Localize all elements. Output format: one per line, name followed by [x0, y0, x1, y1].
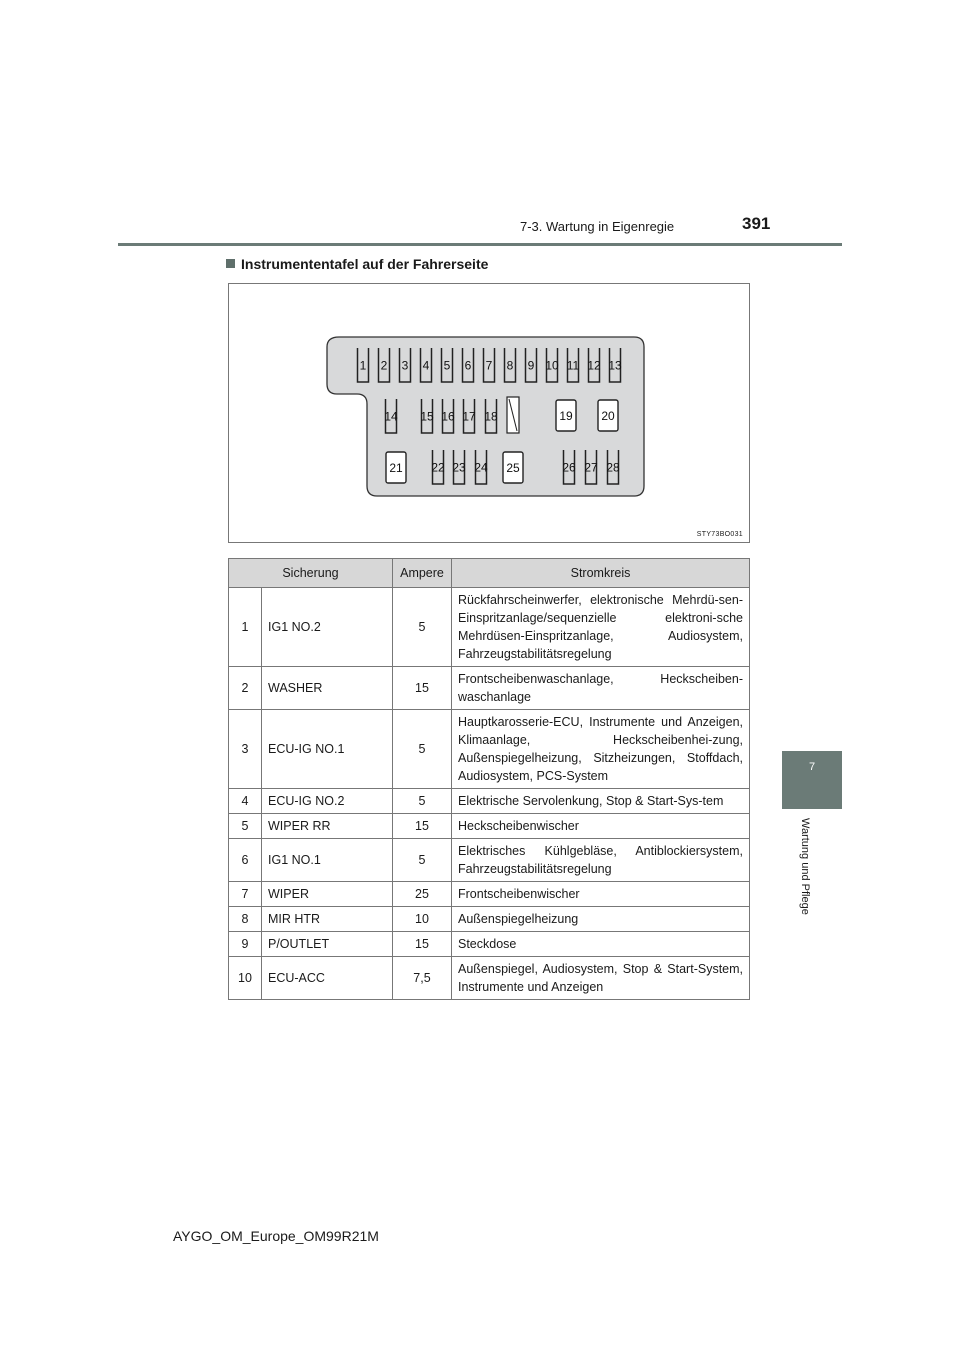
table-row: [229, 814, 750, 839]
fuse-slot-number: 4: [422, 358, 430, 373]
header-fuse: Sicherung: [229, 559, 393, 588]
fuse-name: ECU-ACC: [262, 957, 393, 1000]
fuse-circuit: Außenspiegelheizung: [452, 907, 750, 932]
fuse-number: 10: [229, 957, 262, 1000]
fuse-name: ECU-IG NO.2: [262, 789, 393, 814]
square-bullet-icon: [226, 259, 235, 268]
fuse-circuit: Steckdose: [452, 932, 750, 957]
fuse-slot-number: 23: [452, 460, 466, 475]
header-ampere: Ampere: [393, 559, 452, 588]
fuse-ampere: 5: [393, 588, 452, 667]
fuse-slot-number: 24: [474, 460, 488, 475]
table-header-row: [229, 559, 750, 588]
section-heading: [226, 256, 488, 272]
fuse-number: 1: [229, 588, 262, 667]
fuse-slot-number: 2: [380, 358, 388, 373]
table-row: [229, 882, 750, 907]
fuse-slot-number: 17: [462, 409, 476, 424]
fuse-slot-number: 8: [506, 358, 514, 373]
table-row: [229, 588, 750, 667]
fuse-slot-number: 15: [420, 409, 434, 424]
fuse-slot-number: 14: [384, 409, 398, 424]
fuse-slot-number: 16: [441, 409, 455, 424]
page-number: 391: [742, 214, 771, 233]
fuse-circuit: Frontscheibenwaschanlage, Heckscheiben-waschanlage: [452, 667, 750, 710]
fuse-slot-number: 9: [527, 358, 535, 373]
diagram-code: STY73BO031: [696, 531, 743, 538]
document-footer: AYGO_OM_Europe_OM99R21M: [173, 1228, 379, 1244]
fuse-ampere: 7,5: [393, 957, 452, 1000]
fuse-number: 8: [229, 907, 262, 932]
heading-text: Instrumententafel auf der Fahrerseite: [241, 256, 489, 272]
fuse-ampere: 25: [393, 882, 452, 907]
fuse-name: WASHER: [262, 667, 393, 710]
fuse-slot-number: 12: [587, 358, 601, 373]
fuse-slot-number: 22: [431, 460, 445, 475]
fuse-circuit: Rückfahrscheinwerfer, elektronische Mehrdü-sen-Einspritzanlage/sequenzielle elektroni-sche Mehrdüsen-Einspritzanlage, Audiosystem, Fahrzeugstabilitätsregelung: [452, 588, 750, 667]
fuse-ampere: 15: [393, 932, 452, 957]
chapter-label: Wartung und Pflege: [799, 818, 811, 915]
fuse-slot-number: 13: [608, 358, 622, 373]
fuse-slot-number: 7: [485, 358, 493, 373]
fuse-slot-number: 5: [443, 358, 451, 373]
fuse-ampere: 5: [393, 789, 452, 814]
fuse-slot-number: 26: [562, 460, 576, 475]
fuse-name: P/OUTLET: [262, 932, 393, 957]
fuse-table: [228, 558, 750, 1000]
section-title: 7-3. Wartung in Eigenregie: [520, 219, 675, 234]
fuse-circuit: Elektrisches Kühlgebläse, Antiblockiersystem, Fahrzeugstabilitätsregelung: [452, 839, 750, 882]
fuse-slot-number: 20: [601, 409, 615, 423]
table-row: [229, 957, 750, 1000]
fuse-ampere: 10: [393, 907, 452, 932]
fuse-slot-number: 21: [389, 461, 403, 475]
fuse-name: MIR HTR: [262, 907, 393, 932]
fuse-name: WIPER RR: [262, 814, 393, 839]
fuse-name: IG1 NO.1: [262, 839, 393, 882]
table-row: [229, 932, 750, 957]
fuse-number: 2: [229, 667, 262, 710]
fuse-ampere: 5: [393, 710, 452, 789]
fuse-slot-number: 1: [359, 358, 367, 373]
chapter-number: 7: [808, 761, 816, 773]
table-row: [229, 667, 750, 710]
large-fuse-slot: [598, 400, 618, 431]
fuse-slot-number: 11: [566, 358, 580, 373]
fuse-circuit: Frontscheibenwischer: [452, 882, 750, 907]
fuse-circuit: Heckscheibenwischer: [452, 814, 750, 839]
fuse-slot-number: 3: [401, 358, 409, 373]
fuse-number: 3: [229, 710, 262, 789]
fuse-slot-number: 19: [559, 409, 573, 423]
fuse-ampere: 15: [393, 667, 452, 710]
fuse-ampere: 15: [393, 814, 452, 839]
fuse-circuit: Hauptkarosserie-ECU, Instrumente und Anzeigen, Klimaanlage, Heckscheibenhei-zung, Außenspiegelheizung, Sitzheizungen, Stoffdach, Audiosystem, PCS-System: [452, 710, 750, 789]
fuse-box-diagram: [228, 283, 750, 543]
large-fuse-slot: [386, 452, 406, 483]
fuse-slot-number: 18: [484, 409, 498, 424]
fuse-name: IG1 NO.2: [262, 588, 393, 667]
fuse-slot-number: 27: [584, 460, 598, 475]
table-row: [229, 839, 750, 882]
fuse-name: ECU-IG NO.1: [262, 710, 393, 789]
fuse-slot-number: 28: [606, 460, 620, 475]
fuse-name: WIPER: [262, 882, 393, 907]
large-fuse-slot: [503, 452, 523, 483]
table-row: [229, 907, 750, 932]
fuse-circuit: Außenspiegel, Audiosystem, Stop & Start-System, Instrumente und Anzeigen: [452, 957, 750, 1000]
fuse-circuit: Elektrische Servolenkung, Stop & Start-Sys-tem: [452, 789, 750, 814]
fuse-number: 4: [229, 789, 262, 814]
fuse-number: 9: [229, 932, 262, 957]
large-fuse-slot: [556, 400, 576, 431]
fuse-number: 6: [229, 839, 262, 882]
fuse-ampere: 5: [393, 839, 452, 882]
header-rule: [118, 243, 842, 246]
header-circuit: Stromkreis: [452, 559, 750, 588]
fuse-slot-number: 10: [545, 358, 559, 373]
fuse-slot-number: 6: [464, 358, 472, 373]
fuse-slot-number: 25: [506, 461, 520, 475]
table-row: [229, 710, 750, 789]
fuse-number: 7: [229, 882, 262, 907]
fuse-box-svg: [229, 284, 749, 542]
chapter-tab: [782, 751, 842, 809]
empty-fuse-slot: [507, 397, 519, 433]
table-row: [229, 789, 750, 814]
fuse-number: 5: [229, 814, 262, 839]
